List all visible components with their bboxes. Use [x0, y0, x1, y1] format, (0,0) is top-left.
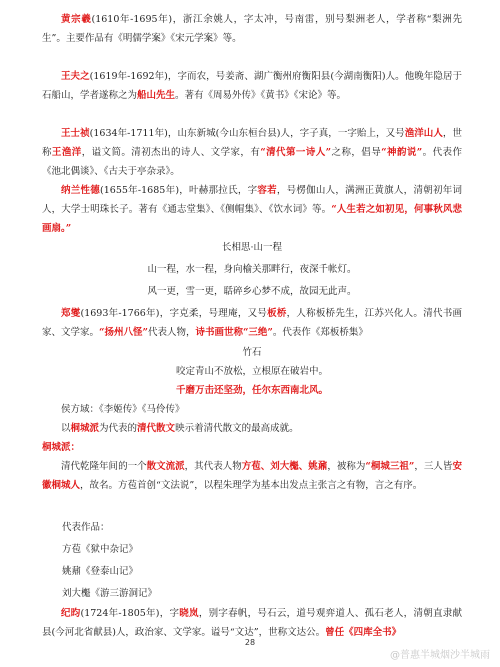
entry-text: (1724年-1805年)，字: [80, 608, 180, 619]
poem-line-highlight: 千磨万击还坚劲，任尔东西南北风。: [175, 385, 328, 396]
quote-highlight: “人生若之如初见，何事秋风悲画扇。”: [42, 204, 462, 234]
keyword-highlight: 晓岚: [179, 608, 199, 619]
entry-ji-yun: [42, 604, 462, 642]
work-item: 刘大櫆《游三游洞记》: [62, 588, 158, 599]
keyword-highlight: “桐城三祖”: [365, 461, 415, 472]
entry-huang-zongxi: [42, 10, 462, 48]
entry-text: 为代表的: [99, 423, 138, 434]
entry-text: 。著有《周易外传》《黄书》《宋论》等。: [175, 90, 347, 101]
entry-nalan-xingde: [42, 181, 462, 238]
entry-text: ，被称为: [327, 461, 366, 472]
entry-wang-fuzhi: [42, 67, 462, 105]
keyword-highlight: 安徽桐城人: [42, 461, 462, 491]
entry-text: 代表人物，: [147, 327, 196, 338]
section-heading: 桐城派：: [42, 442, 81, 453]
entry-text: 映示着清代散文的最高成就。: [175, 423, 299, 434]
keyword-highlight: “清代第一诗人”: [260, 147, 332, 158]
entry-text: ，故名。方苞首创“文法说”，以程朱理学为基本出发点主张言之有物，言之有序。: [80, 480, 423, 491]
keyword-highlight: 桐城派: [70, 423, 100, 434]
entry-text: ，别字春帆，号石云，道号观弈道人、孤石老人，清朝直隶献县(今河北省献县)人，政治家、文学家。谥号“文达”，世称文达公。: [42, 608, 462, 638]
keyword-highlight: 曾任《四库全书》: [325, 627, 402, 638]
works-label: 代表作品：: [62, 522, 110, 533]
work-item: 姚鼐《登泰山记》: [62, 566, 139, 577]
keyword-highlight: 诗书画世称“三绝”: [195, 327, 273, 338]
name-highlight: 黄宗羲: [61, 14, 92, 25]
keyword-highlight: 清代散文: [137, 423, 176, 434]
keyword-highlight: 板桥: [267, 308, 287, 319]
entry-text: ，谥文简。清初杰出的诗人、文学家，有: [81, 147, 261, 158]
keyword-highlight: 容若: [257, 185, 277, 196]
entry-text: 。代表作《池北偶谈》、《古夫于亭杂录》。: [42, 147, 462, 177]
keyword-highlight: 王渔洋: [51, 147, 82, 158]
poem-line: 咬定青山不放松，立根原在破岩中。: [175, 366, 328, 377]
keyword-highlight: 散文流派: [146, 461, 185, 472]
keyword-highlight: 渔洋山人: [404, 128, 443, 139]
work-item: 方苞《狱中杂记》: [62, 544, 139, 555]
poem-title: 竹石: [242, 347, 262, 358]
entry-text: ，其代表人物: [184, 461, 242, 472]
poem-line: 山一程，水一程，身向榆关那畔行，夜深千帐灯。: [147, 264, 357, 275]
entry-text: (1634年-1711年)，山东新城(今山东桓台县)人，字子真，一字贻上，又号: [89, 128, 405, 139]
entry-text: (1610年-1695年)，浙江余姚人，字太冲，号南雷，别号梨洲老人，学者称“梨洲先生”。主要作品有《明儒学案》《宋元学案》等。: [42, 14, 462, 44]
summary-paragraph: [42, 419, 462, 438]
poem-title: 长相思·山一程: [221, 242, 283, 253]
keyword-highlight: 船山先生: [137, 90, 176, 101]
keyword-highlight: “神韵说”: [381, 147, 423, 158]
name-highlight: 王士祯: [61, 128, 90, 139]
entry-text: (1619年-1692年)，字而农，号姜斋、湖广衡州府衡阳县(今湖南衡阳)人。他晚年隐居于石船山，学者遂称之为: [42, 71, 462, 101]
keyword-highlight: “扬州八怪”: [99, 327, 148, 338]
entry-tongcheng-school: [42, 457, 462, 495]
name-highlight: 纪昀: [61, 608, 81, 619]
name-highlight: 王夫之: [61, 71, 90, 82]
name-highlight: 郑燮: [61, 308, 81, 319]
entry-hou-fangyu: 侯方域：《李姬传》《马伶传》: [61, 404, 185, 415]
entry-text: 之称，倡导: [331, 147, 382, 158]
entry-text: ，人称板桥先生，江苏兴化人。清代书画家、文学家。: [42, 308, 462, 338]
keyword-highlight: 方苞、刘大櫆、姚鼐: [241, 461, 328, 472]
entry-zheng-xie: [42, 304, 462, 342]
entry-text: 以: [61, 423, 71, 434]
entry-text: ，世称: [42, 128, 462, 158]
entry-text: (1693年-1766年)，字克柔，号理庵，又号: [80, 308, 268, 319]
page-number: 28: [244, 638, 256, 647]
entry-text: ，号楞伽山人，满洲正黄旗人，清朝初年词人，大学士明珠长子。著有《通志堂集》、《侧帽集》、《饮水词》等。: [42, 185, 462, 215]
name-highlight: 纳兰性德: [61, 185, 101, 196]
entry-text: 清代乾隆年间的一个: [61, 461, 147, 472]
entry-text: 。代表作《郑板桥集》: [272, 327, 368, 338]
watermark: @普惠半城烟沙半城雨: [390, 650, 490, 661]
entry-text: ，三人皆: [414, 461, 453, 472]
entry-wang-shizhen: [42, 124, 462, 181]
entry-text: (1655年-1685年)，叶赫那拉氏，字: [100, 185, 258, 196]
poem-line: 风一更，雪一更，聒碎乡心梦不成，故园无此声。: [147, 286, 357, 297]
